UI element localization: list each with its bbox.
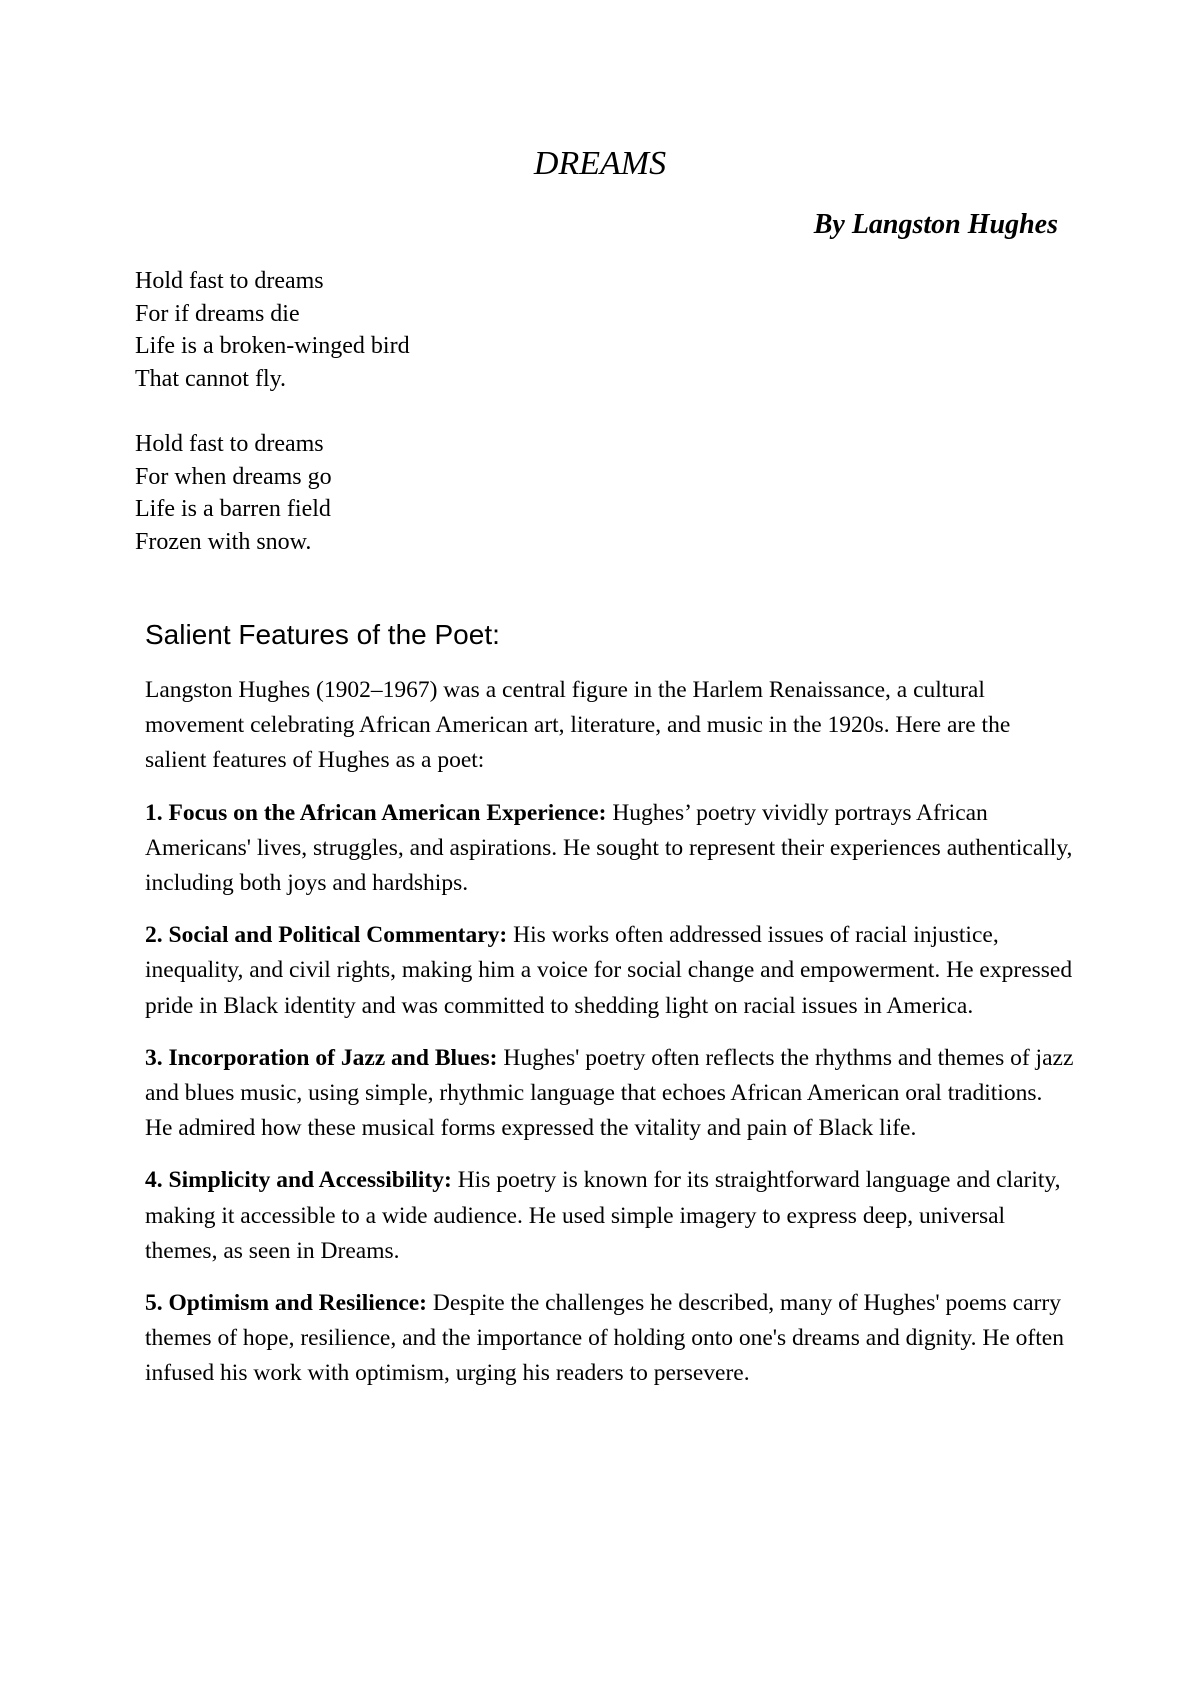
poem-author: By Langston Hughes bbox=[813, 209, 1058, 240]
intro-paragraph: Langston Hughes (1902–1967) was a central figure in the Harlem Renaissance, a cultural movement celebrating African American art, literature, and music in the 1920s. Here are the salient features of Hughes as a poet: bbox=[145, 677, 1011, 774]
feature-text: Despite the challenges he described, many of Hughes' poems carry themes of hope, resilience, and the importance of holding onto one's dreams and dignity. He often infused his work with optimism, urging his readers to persevere. bbox=[145, 1290, 1064, 1387]
poem-line: That cannot fly. bbox=[135, 366, 287, 393]
feature-paragraph bbox=[145, 1163, 1075, 1269]
poem-stanza bbox=[135, 265, 410, 396]
feature-label: 3. Incorporation of Jazz and Blues: bbox=[145, 1044, 498, 1071]
feature-label: 2. Social and Political Commentary: bbox=[145, 922, 508, 949]
feature-text: His works often addressed issues of racial injustice, inequality, and civil rights, making him a voice for social change and empowerment. He expressed pride in Black identity and was committed to shedding light on racial issues in America. bbox=[145, 922, 1073, 1019]
section-heading: Salient Features of the Poet: bbox=[145, 619, 500, 650]
feature-label: 4. Simplicity and Accessibility: bbox=[145, 1167, 452, 1194]
poem-line: Life is a barren field bbox=[135, 496, 331, 523]
feature-label: 1. Focus on the African American Experience: bbox=[145, 799, 607, 826]
poem-line: For if dreams die bbox=[135, 300, 300, 327]
poem-line: Life is a broken-winged bird bbox=[135, 333, 410, 360]
poem-stanza bbox=[135, 428, 332, 559]
feature-paragraph bbox=[145, 1041, 1075, 1147]
poem-title: DREAMS bbox=[533, 145, 667, 182]
feature-paragraph bbox=[145, 796, 1075, 902]
poem-line: Hold fast to dreams bbox=[135, 268, 324, 294]
feature-paragraph bbox=[145, 1286, 1075, 1392]
poem-line: Frozen with snow. bbox=[135, 529, 312, 556]
feature-text: His poetry is known for its straightforward language and clarity, making it accessible to a wide audience. He used simple imagery to express deep, universal themes, as seen in Dreams. bbox=[145, 1167, 1061, 1264]
poem-line: For when dreams go bbox=[135, 463, 332, 490]
feature-text: Hughes' poetry often reflects the rhythms and themes of jazz and blues music, using simple, rhythmic language that echoes African American oral traditions. He admired how these musical forms expressed the vitality and pain of Black life. bbox=[145, 1044, 1074, 1142]
section-body bbox=[145, 673, 1075, 1409]
feature-paragraph bbox=[145, 918, 1075, 1024]
feature-label: 5. Optimism and Resilience: bbox=[145, 1290, 427, 1317]
feature-text: Hughes’ poetry vividly portrays African Americans' lives, struggles, and aspirations. He sought to represent their experiences authentically, including both joys and hardships. bbox=[145, 799, 1073, 897]
poem-line: Hold fast to dreams bbox=[135, 431, 324, 457]
